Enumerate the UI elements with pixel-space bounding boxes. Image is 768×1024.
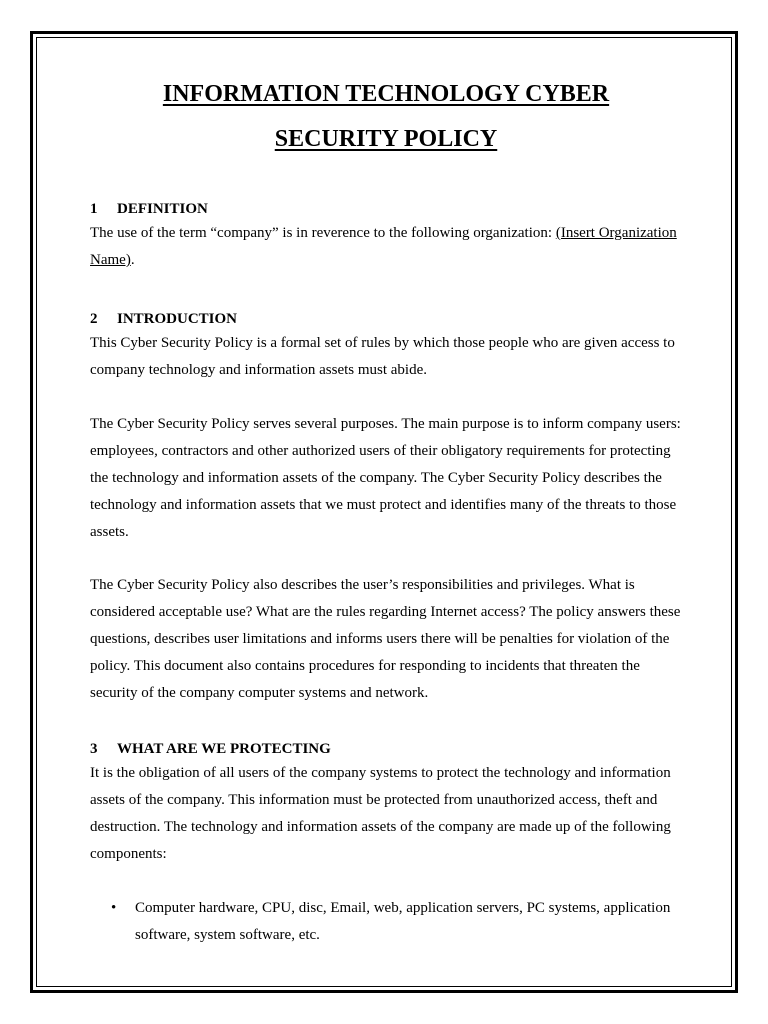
section-3-paragraph-1: It is the obligation of all users of the company systems to protect the technology and information assets of the company. This information must be protected from unauthorized access, theft and destruction. The technology and information assets of the company are made up of the following components: (90, 765, 671, 862)
section-2-title: INTRODUCTION (117, 311, 238, 327)
document-title (90, 72, 682, 162)
section-1-definition (90, 220, 682, 274)
definition-end: . (130, 252, 135, 268)
organization-name-placeholder: (Insert Organization Name) (90, 225, 677, 268)
bullet-icon: • (111, 900, 117, 916)
section-2-paragraph-3: The Cyber Security Policy also describes the user’s responsibilities and privileges. What is considered acceptable use? What are the rules regarding Internet access? The policy answers these questions, describes user limitations and informs users there will be penalties for violation of the policy. This document also contains procedures for responding to incidents that threaten the security of the company computer systems and network. (90, 577, 681, 701)
section-2-paragraph-2: The Cyber Security Policy serves several purposes. The main purpose is to inform company users: employees, contractors and other authorized users of their obligatory requirements for protecting the technology and information assets of the company. The Cyber Security Policy describes the technology and information assets that we must protect and identifies many of the threats to those assets. (90, 416, 681, 540)
section-1-heading (90, 199, 682, 219)
section-3-title: WHAT ARE WE PROTECTING (117, 741, 331, 757)
asset-component-list (90, 895, 682, 949)
section-1-title: DEFINITION (117, 201, 208, 217)
section-2-number: 2 (90, 311, 98, 327)
section-1-number: 1 (90, 201, 98, 217)
section-2-paragraph-1: This Cyber Security Policy is a formal set of rules by which those people who are given access to company technology and information assets must abide. (90, 335, 675, 378)
section-3-heading (90, 739, 682, 759)
list-item (90, 895, 682, 949)
title-line-1: INFORMATION TECHNOLOGY CYBER (162, 81, 610, 107)
document-body (90, 72, 682, 949)
section-3-number: 3 (90, 741, 98, 757)
title-line-2: SECURITY POLICY (274, 126, 498, 152)
definition-text: The use of the term “company” is in reverence to the following organization: (90, 225, 556, 241)
list-item-text: Computer hardware, CPU, disc, Email, web, application servers, PC systems, application software, system software, etc. (135, 900, 671, 943)
section-2-heading (90, 309, 682, 329)
